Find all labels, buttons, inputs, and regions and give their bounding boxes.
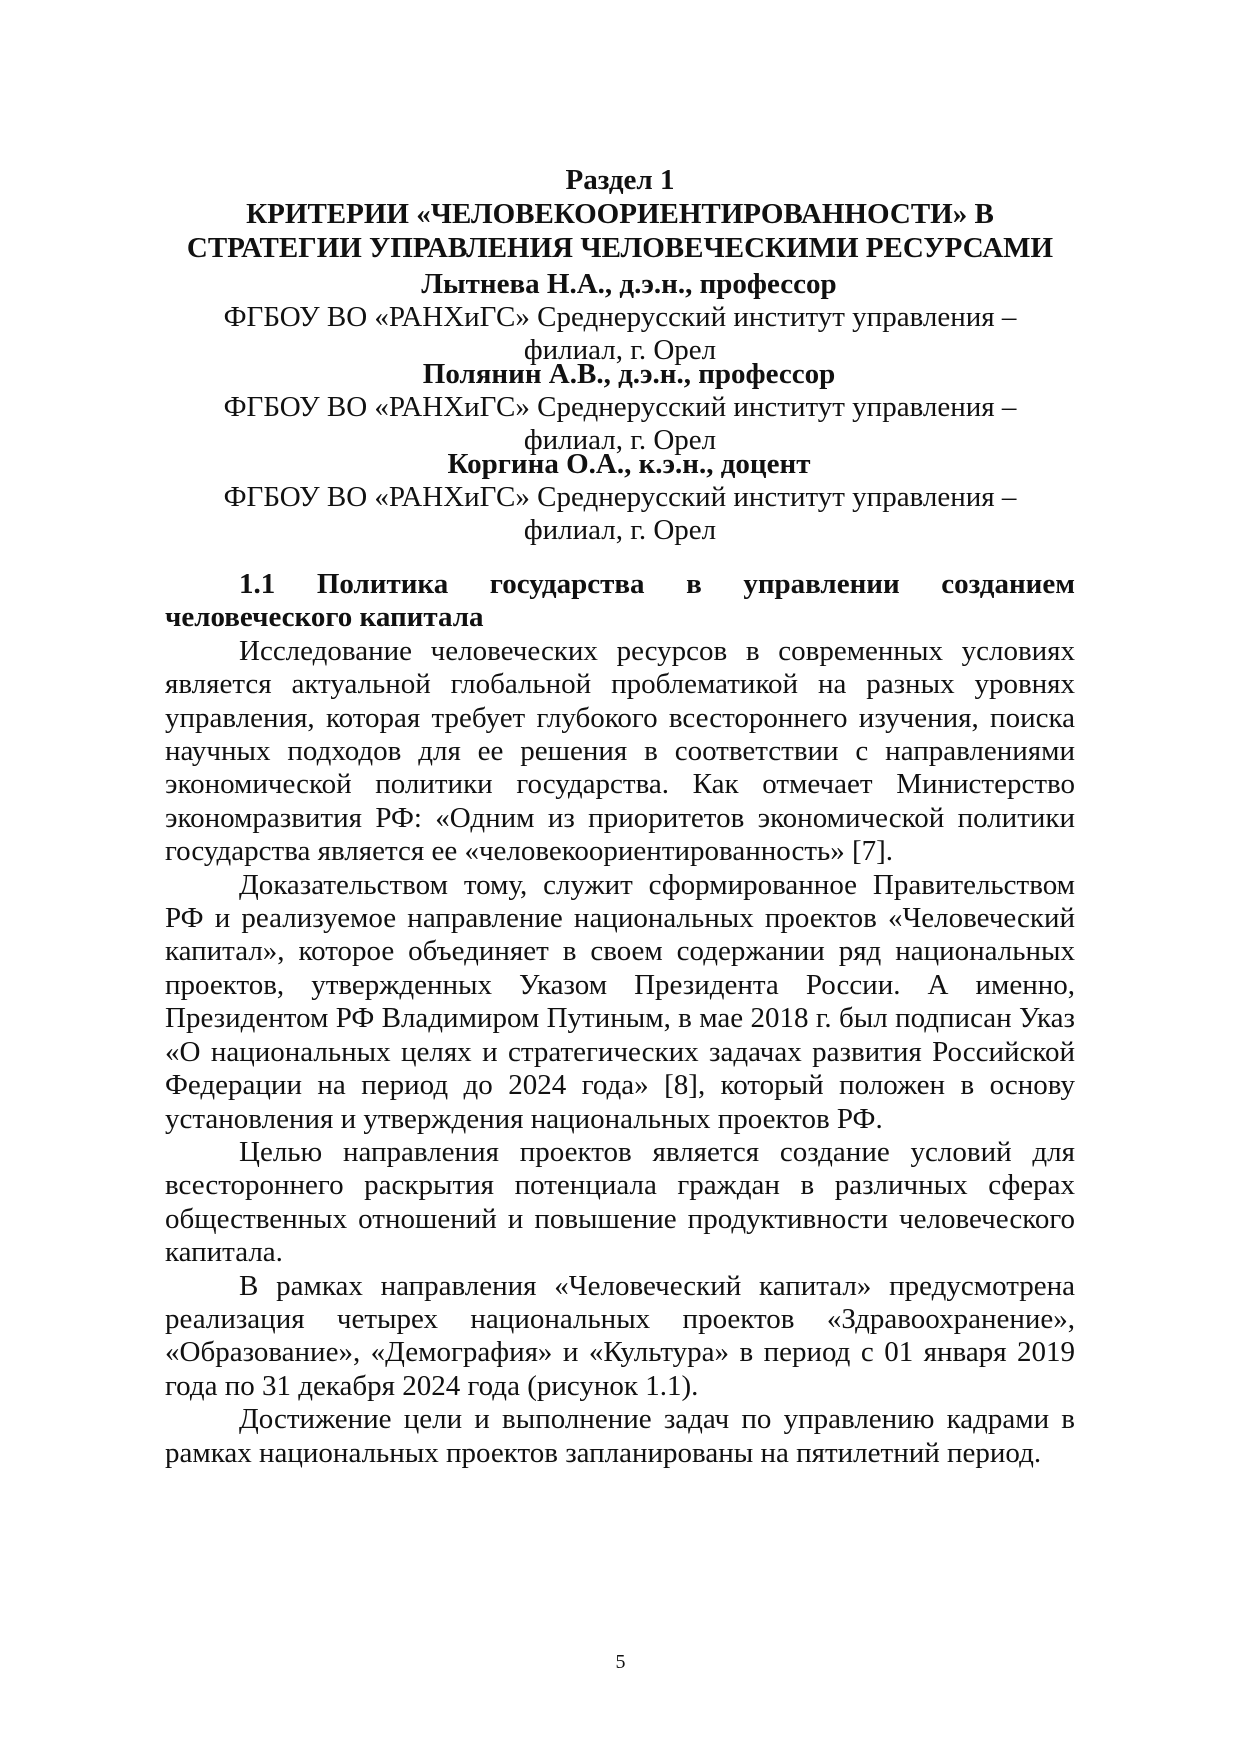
- author-affiliation: ФГБОУ ВО «РАНХиГС» Среднерусский институт управления –: [223, 481, 1017, 513]
- section-title-line-2: СТРАТЕГИИ УПРАВЛЕНИЯ ЧЕЛОВЕЧЕСКИМИ РЕСУРСАМИ: [186, 232, 1054, 264]
- author-affiliation-city: филиал, г. Орел: [523, 514, 717, 546]
- body-text: [165, 568, 1075, 1470]
- paragraph: Достижение цели и выполнение задач по управлению кадрами в рамках национальных проектов запланированы на пятилетний период.: [165, 1403, 1075, 1469]
- author-affiliation-city: филиал, г. Орел: [523, 424, 717, 456]
- page-number: 5: [615, 1651, 626, 1673]
- author-affiliation-city: филиал, г. Орел: [523, 334, 717, 366]
- subsection-word: созданием: [941, 568, 1075, 600]
- section-heading: [165, 163, 1075, 265]
- author-block-3: [165, 448, 1075, 547]
- paragraph: В рамках направления «Человеческий капитал» предусмотрена реализация четырех национальных проектов «Здравоохранение», «Образование», «Демография» и «Культура» в период с 01 января 2019 года по 31 декабря 2024 года (рисунок 1.1).: [165, 1269, 1075, 1402]
- paragraph: Целью направления проектов является создание условий для всестороннего раскрытия потенциала граждан в различных сферах общественных отношений и повышение продуктивности человеческого капитала.: [165, 1135, 1075, 1269]
- subsection-word: Политика: [316, 568, 449, 600]
- subsection-heading-line-1: [165, 568, 1075, 601]
- author-block-1: [165, 268, 1075, 367]
- author-affiliation: ФГБОУ ВО «РАНХиГС» Среднерусский институт управления –: [223, 301, 1017, 333]
- paragraph: Доказательством тому, служит сформированное Правительством РФ и реализуемое направление национальных проектов «Человеческий капитал», которое объединяет в своем содержании ряд национальных проектов, утвержденных Указом Президента России. А именно, Президентом РФ Владимиром Путиным, в мае 2018 г. был подписан Указ «О национальных целях и стратегических задачах развития Российской Федерации на период до 2024 года» [8], который положен в основу установления и утверждения национальных проектов РФ.: [165, 868, 1075, 1135]
- author-affiliation: ФГБОУ ВО «РАНХиГС» Среднерусский институт управления –: [223, 391, 1017, 423]
- subsection-word: государства: [489, 568, 645, 600]
- subsection-word: в: [686, 568, 702, 600]
- author-name: Лытнева Н.А., д.э.н., профессор: [421, 268, 837, 300]
- subsection-heading: [165, 568, 1075, 635]
- section-title-line-1: КРИТЕРИИ «ЧЕЛОВЕКООРИЕНТИРОВАННОСТИ» В: [246, 198, 994, 230]
- subsection-word: управлении: [743, 568, 900, 600]
- subsection-number: 1.1: [239, 568, 276, 600]
- section-label: Раздел 1: [565, 164, 675, 196]
- author-name: Коргина О.А., к.э.н., доцент: [447, 448, 811, 480]
- paragraph: Исследование человеческих ресурсов в современных условиях является актуальной глобальной проблематикой на разных уровнях управления, которая требует глубокого всестороннего изучения, поиска научных подходов для ее решения в соответствии с направлениями экономической политики государства. Как отмечает Министерство экономразвития РФ: «Одним из приоритетов экономической политики государства является ее «человекоориентированность» [7].: [165, 634, 1075, 868]
- author-block-2: [165, 358, 1075, 457]
- author-name: Полянин А.В., д.э.н., профессор: [422, 358, 836, 390]
- subsection-heading-line-2: человеческого капитала: [165, 601, 484, 634]
